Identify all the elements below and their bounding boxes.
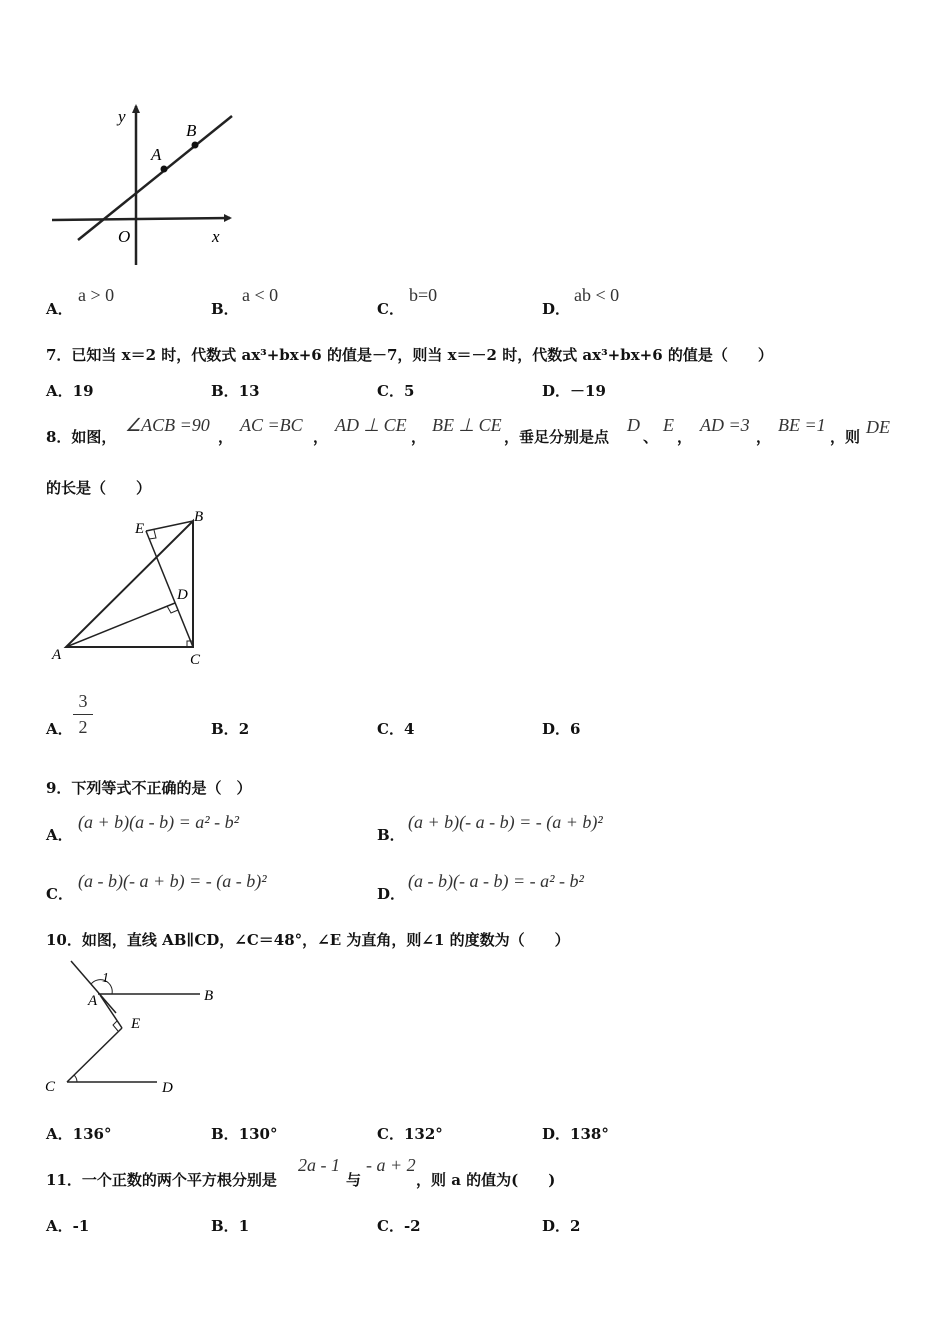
q9-option-d[interactable]: D． bbox=[377, 885, 406, 903]
q6-option-d-expr: ab < 0 bbox=[574, 285, 620, 305]
q8-sep: ， bbox=[677, 428, 693, 446]
q7-stem: 7．已知当 x＝2 时，代数式 ax³+bx+6 的值是－7，则当 x＝－2 时，代数式 ax³+bx+6 的值是（ ） bbox=[46, 346, 773, 364]
q11-option-c[interactable]: C．-2 bbox=[377, 1217, 421, 1235]
y-axis-label: y bbox=[118, 107, 126, 126]
q10-stem: 10．如图，直线 AB∥CD，∠C＝48°，∠E 为直角，则∠1 的度数为（ ） bbox=[46, 931, 570, 949]
q11-stem-mid: 与 bbox=[346, 1171, 362, 1189]
q10-option-b[interactable]: B．130° bbox=[211, 1125, 278, 1143]
x-axis-label: x bbox=[212, 227, 220, 246]
q11-stem-prefix: 11．一个正数的两个平方根分别是 bbox=[46, 1171, 277, 1189]
q8-sep: ， bbox=[218, 428, 234, 446]
q9-option-b-expr: (a + b)(- a - b) = - (a + b)² bbox=[408, 812, 603, 832]
q8-sep: ， bbox=[756, 428, 772, 446]
q8-ac-bc: AC =BC bbox=[240, 415, 303, 435]
vertex-c-label: C bbox=[190, 652, 201, 668]
q11-root-1: 2a - 1 bbox=[298, 1155, 340, 1175]
coordinate-line-figure bbox=[48, 100, 238, 270]
point-a-label: A bbox=[151, 145, 162, 164]
q6-option-a[interactable]: A． bbox=[46, 300, 73, 318]
q8-sep: 、 bbox=[643, 428, 659, 446]
q8-sep: ， bbox=[313, 428, 329, 446]
q10-option-d[interactable]: D．138° bbox=[542, 1125, 609, 1143]
q9-option-c-expr: (a - b)(- a + b) = - (a - b)² bbox=[78, 871, 267, 891]
q9-option-a-expr: (a + b)(a - b) = a² - b² bbox=[78, 812, 240, 832]
q11-option-a[interactable]: A．-1 bbox=[46, 1217, 90, 1235]
q11-stem-suffix: ，则 a 的值为( ) bbox=[416, 1171, 556, 1189]
q11-option-b[interactable]: B．1 bbox=[211, 1217, 250, 1235]
q9-stem: 9．下列等式不正确的是（ ） bbox=[46, 779, 252, 797]
q7-option-a[interactable]: A．19 bbox=[46, 382, 94, 400]
q8-stem-line2: 的长是（ ） bbox=[46, 479, 152, 497]
q11-root-2: - a + 2 bbox=[366, 1155, 416, 1175]
q8-option-c[interactable]: C．4 bbox=[377, 720, 415, 738]
fraction-bar bbox=[73, 714, 93, 715]
point-b bbox=[192, 142, 199, 149]
q8-stem-prefix: 8．如图， bbox=[46, 428, 117, 446]
point-b-label: B bbox=[204, 988, 214, 1004]
vertex-b-label: B bbox=[194, 509, 204, 525]
q8-be-value: BE =1 bbox=[778, 415, 826, 435]
q9-option-c[interactable]: C． bbox=[46, 885, 73, 903]
q11-option-d[interactable]: D．2 bbox=[542, 1217, 581, 1235]
q8-point-d: D bbox=[627, 415, 640, 435]
triangle-figure bbox=[48, 505, 223, 670]
q9-option-d-expr: (a - b)(- a - b) = - a² - b² bbox=[408, 871, 584, 891]
angle-1-label: 1 bbox=[102, 971, 109, 986]
fraction-denominator: 2 bbox=[78, 717, 88, 737]
point-d-label: D bbox=[162, 1080, 173, 1096]
q8-point-e: E bbox=[663, 415, 674, 435]
q8-option-b[interactable]: B．2 bbox=[211, 720, 250, 738]
vertex-a-label: A bbox=[52, 647, 62, 663]
parallel-lines-figure bbox=[40, 955, 230, 1100]
q6-option-c[interactable]: C． bbox=[377, 300, 404, 318]
q8-stem-mid: ，垂足分别是点 bbox=[504, 428, 610, 446]
q9-option-a[interactable]: A． bbox=[46, 826, 73, 844]
point-a bbox=[161, 166, 168, 173]
q6-option-a-expr: a > 0 bbox=[78, 285, 115, 305]
q8-option-a-fraction bbox=[73, 691, 93, 738]
point-e-label: E bbox=[135, 521, 145, 537]
q6-option-d[interactable]: D． bbox=[542, 300, 571, 318]
point-d-label: D bbox=[177, 587, 188, 603]
fraction-numerator: 3 bbox=[78, 691, 88, 711]
q8-angle-acb: ∠ACB =90 bbox=[125, 415, 210, 435]
q6-option-b-expr: a < 0 bbox=[242, 285, 279, 305]
point-c-label: C bbox=[45, 1079, 56, 1095]
q6-option-b[interactable]: B． bbox=[211, 300, 239, 318]
point-b-label: B bbox=[186, 121, 197, 140]
q10-option-c[interactable]: C．132° bbox=[377, 1125, 443, 1143]
q6-option-c-expr: b=0 bbox=[409, 285, 438, 305]
q9-option-b[interactable]: B． bbox=[377, 826, 405, 844]
q8-ad-value: AD =3 bbox=[700, 415, 750, 435]
q7-option-d[interactable]: D．－19 bbox=[542, 382, 606, 400]
q7-option-c[interactable]: C．5 bbox=[377, 382, 415, 400]
q8-sep: ， bbox=[411, 428, 427, 446]
q7-option-b[interactable]: B．13 bbox=[211, 382, 260, 400]
origin-label: O bbox=[118, 227, 131, 246]
q8-ad-perp-ce: AD ⊥ CE bbox=[335, 415, 407, 435]
q8-option-a[interactable]: A． bbox=[46, 720, 73, 738]
q10-option-a[interactable]: A．136° bbox=[46, 1125, 112, 1143]
q8-be-perp-ce: BE ⊥ CE bbox=[432, 415, 502, 435]
q8-option-d[interactable]: D．6 bbox=[542, 720, 581, 738]
point-a-label: A bbox=[88, 993, 98, 1009]
q8-de: DE bbox=[866, 417, 890, 437]
q8-stem-then: ，则 bbox=[830, 428, 861, 446]
point-e-label: E bbox=[131, 1016, 141, 1032]
